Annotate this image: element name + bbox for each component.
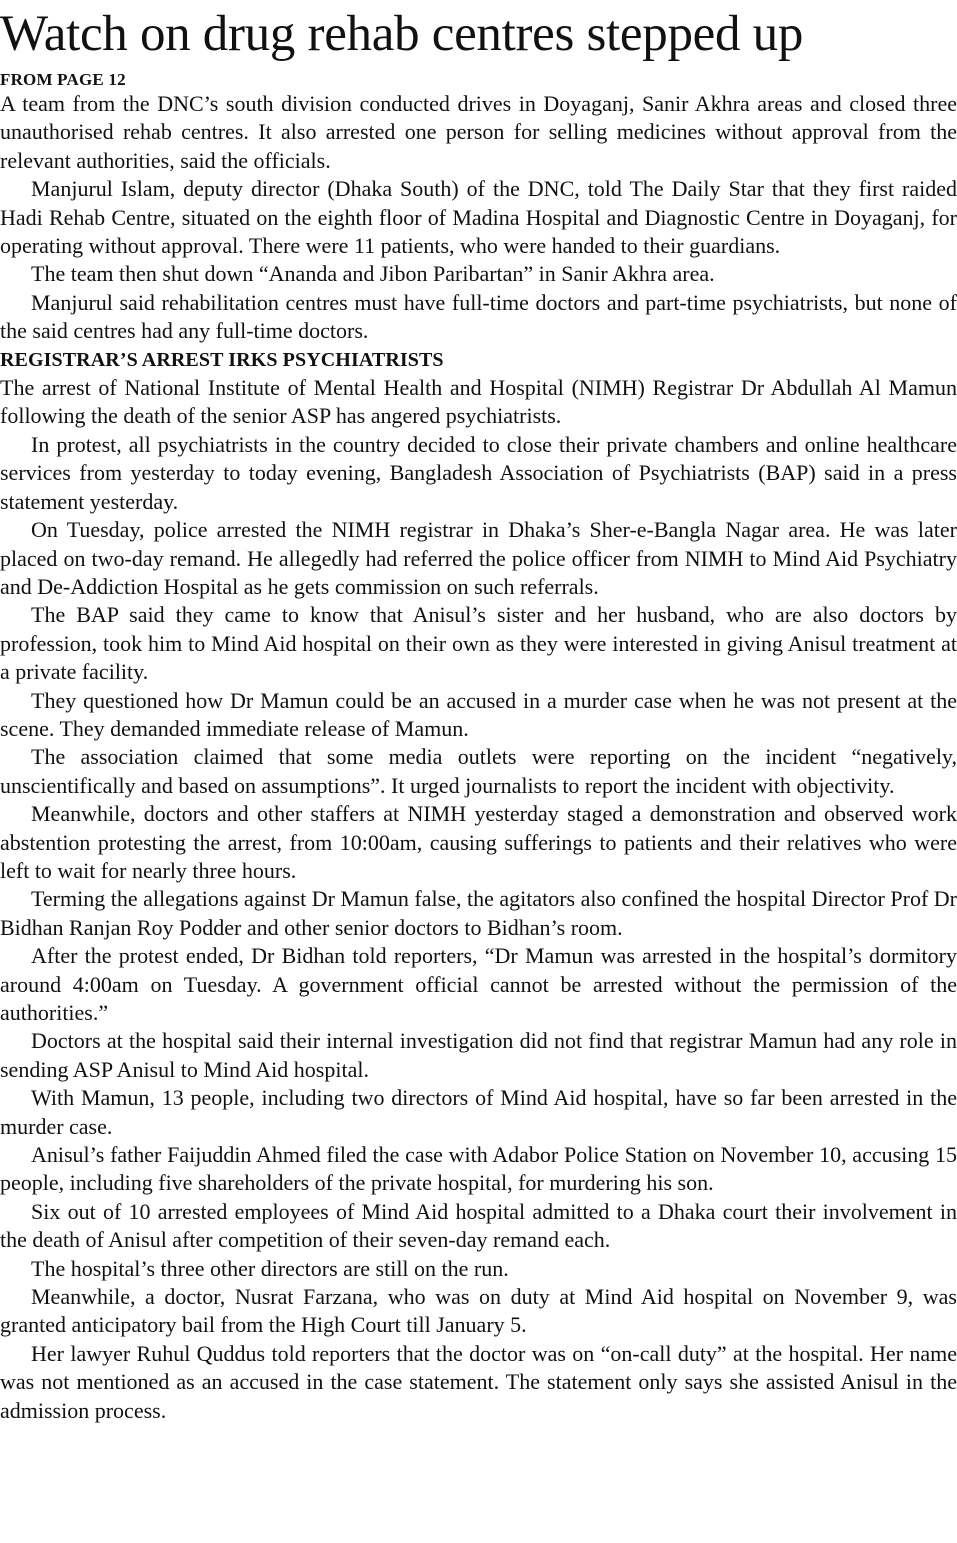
paragraph: Manjurul said rehabilitation centres must have full-time doctors and part-time psychiatrists, but none of the said centres had any full-time doctors. — [0, 289, 957, 344]
paragraph: Her lawyer Ruhul Quddus told reporters that the doctor was on “on-call duty” at the hospital. Her name was not mentioned as an accused in the case statement. The statement only says she assisted Anisul in the admission process. — [0, 1340, 957, 1423]
paragraph: The team then shut down “Ananda and Jibon Paribartan” in Sanir Akhra area. — [31, 261, 715, 287]
paragraph: A team from the DNC’s south division conducted drives in Doyaganj, Sanir Akhra areas and closed three unauthorised rehab centres. It also arrested one person for selling medicines without approval from the relevant authorities, said the officials. — [0, 91, 957, 173]
paragraph: Anisul’s father Faijuddin Ahmed filed the case with Adabor Police Station on November 10, accusing 15 people, including five shareholders of the private hospital, for murdering his son. — [0, 1142, 957, 1196]
jump-line: FROM PAGE 12 — [0, 70, 126, 89]
paragraph: Terming the allegations against Dr Mamun false, the agitators also confined the hospital Director Prof Dr Bidhan Ranjan Roy Podder and other senior doctors to Bidhan’s room. — [0, 886, 957, 940]
paragraph: The arrest of National Institute of Mental Health and Hospital (NIMH) Registrar Dr Abdullah Al Mamun following the death of the senior ASP has angered psychiatrists. — [0, 375, 957, 429]
paragraph: Six out of 10 arrested employees of Mind Aid hospital admitted to a Dhaka court their involvement in the death of Anisul after competition of their seven-day remand each. — [0, 1198, 957, 1253]
paragraph: In protest, all psychiatrists in the country decided to close their private chambers and online healthcare services from yesterday to today evening, Bangladesh Association of Psychiatrists (BAP) said in a press statement yesterday. — [0, 431, 957, 514]
paragraph: Manjurul Islam, deputy director (Dhaka South) of the DNC, told The Daily Star that they first raided Hadi Rehab Centre, situated on the eighth floor of Madina Hospital and Diagnostic Centre in Doyaganj, for operating without approval. There were 11 patients, who were handed to their guardians. — [0, 176, 957, 259]
paragraph: The BAP said they came to know that Anisul’s sister and her husband, who are also doctors by profession, took him to Mind Aid hospital on their own as they were interested in giving Anisul treatment at a private facility. — [0, 602, 957, 685]
paragraph: After the protest ended, Dr Bidhan told reporters, “Dr Mamun was arrested in the hospital’s dormitory around 4:00am on Tuesday. A government official cannot be arrested without the permission of the authorities.” — [0, 943, 957, 1025]
paragraph: With Mamun, 13 people, including two directors of Mind Aid hospital, have so far been arrested in the murder case. — [0, 1085, 957, 1139]
paragraph: Meanwhile, a doctor, Nusrat Farzana, who was on duty at Mind Aid hospital on November 9, was granted anticipatory bail from the High Court till January 5. — [0, 1284, 957, 1338]
section-subhead: REGISTRAR’S ARREST IRKS PSYCHIATRISTS — [0, 348, 444, 371]
paragraph: On Tuesday, police arrested the NIMH registrar in Dhaka’s Sher-e-Bangla Nagar area. He was later placed on two-day remand. He allegedly had referred the police officer from NIMH to Mind Aid Psychiatry and De-Addiction Hospital as he gets commission on such referrals. — [0, 517, 957, 599]
paragraph: The hospital’s three other directors are still on the run. — [31, 1255, 509, 1281]
paragraph: The association claimed that some media outlets were reporting on the incident “negatively, unscientifically and based on assumptions”. It urged journalists to report the incident with objectivity. — [0, 744, 957, 798]
headline: Watch on drug rehab centres stepped up — [0, 6, 804, 62]
article-body — [0, 90, 957, 1425]
paragraph: Meanwhile, doctors and other staffers at NIMH yesterday staged a demonstration and observed work abstention protesting the arrest, from 10:00am, causing sufferings to patients and their relatives who were left to wait for nearly three hours. — [0, 801, 957, 883]
paragraph: Doctors at the hospital said their internal investigation did not find that registrar Mamun had any role in sending ASP Anisul to Mind Aid hospital. — [0, 1028, 957, 1082]
paragraph: They questioned how Dr Mamun could be an accused in a murder case when he was not present at the scene. They demanded immediate release of Mamun. — [0, 687, 957, 741]
